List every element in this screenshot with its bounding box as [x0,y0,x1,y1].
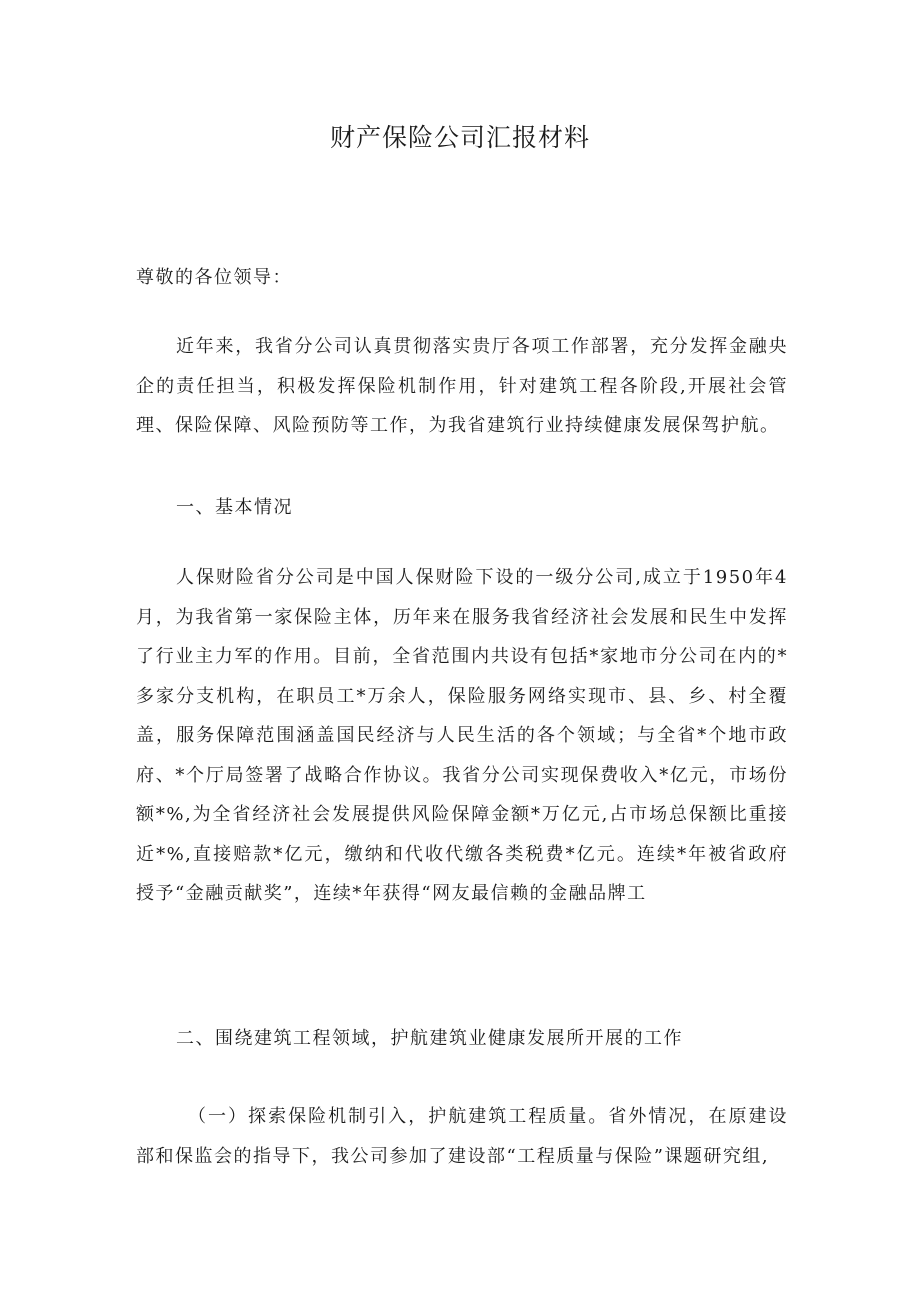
section-1-heading: 一、基本情况 [176,497,293,518]
salutation: 尊敬的各位领导： [136,267,292,288]
section-2-heading: 二、围绕建筑工程领域，护航建筑业健康发展所开展的工作 [176,1028,683,1049]
intro-paragraph: 近年来，我省分公司认真贯彻落实贵厅各项工作部署，充分发挥金融央企的责任担当，积极发挥保险机制作用，针对建筑工程各阶段,开展社会管理、保险保障、风险预防等工作，为我省建筑行业持续健康发展保驾护航。 [136,336,788,436]
section-1-paragraph: 人保财险省分公司是中国人保财险下设的一级分公司,成立于1950年4月，为我省第一家保险主体，历年来在服务我省经济社会发展和民生中发挥了行业主力军的作用。目前，全省范围内共设有包括*家地市分公司在内的*多家分支机构，在职员工*万余人，保险服务网络实现市、县、乡、村全覆盖，服务保障范围涵盖国民经济与人民生活的各个领域；与全省*个地市政府、*个厅局签署了战略合作协议。我省分公司实现保费收入*亿元，市场份额*%,为全省经济社会发展提供风险保障金额*万亿元,占市场总保额比重接近*%,直接赔款*亿元，缴纳和代收代缴各类税费*亿元。连续*年被省政府授予“金融贡献奖”，连续*年获得“网友最信赖的金融品牌工 [136,567,788,904]
subsection-1-paragraph: （一）探索保险机制引入，护航建筑工程质量。省外情况，在原建设部和保监会的指导下，我公司参加了建设部“工程质量与保险”课题研究组, [136,1106,788,1167]
document-title: 财产保险公司汇报材料 [329,123,590,152]
